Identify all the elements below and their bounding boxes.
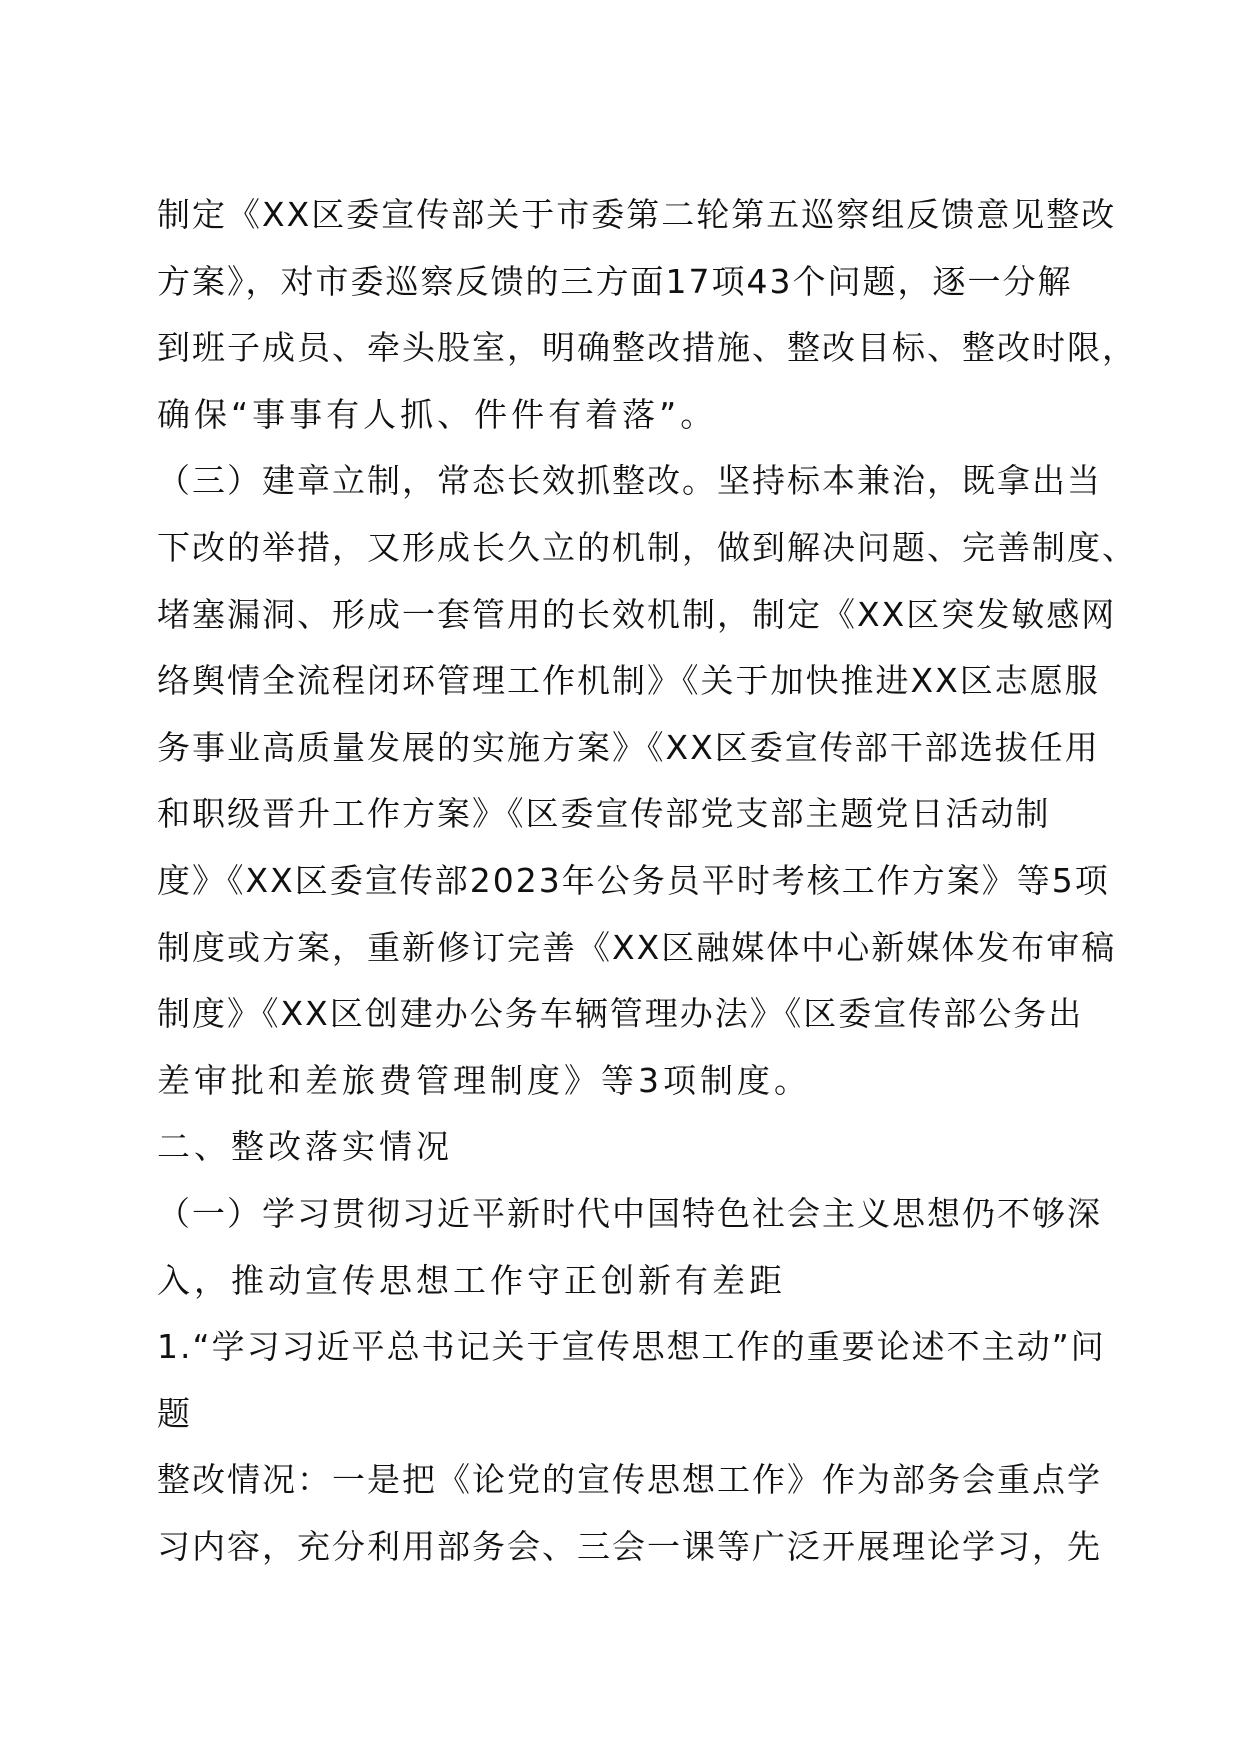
text-line-13: 制度》《XX区创建办公务车辆管理办法》《区委宣传部公务出: [157, 994, 1084, 1034]
text-line-11: 度》《XX区委宣传部2023年公务员平时考核工作方案》等5项: [157, 860, 1110, 900]
section-heading: 二、整改落实情况: [157, 1127, 453, 1167]
text-line-1: 制定《XX区委宣传部关于市委第二轮第五巡察组反馈意见整改: [157, 195, 1117, 234]
text-line-14: 差审批和差旅费管理制度》等3项制度。: [157, 1060, 811, 1100]
text-line-9: 务事业高质量发展的实施方案》《XX区委宣传部干部选拔任用: [157, 727, 1100, 767]
text-line-19: 题: [157, 1393, 194, 1433]
text-line-20: 整改情况：一是把《论党的宣传思想工作》作为部务会重点学: [157, 1460, 1102, 1500]
text-line-6: 下改的举措，又形成长久立的机制，做到解决问题、完善制度、: [157, 527, 1137, 567]
text-line-21: 习内容，充分利用部务会、三会一课等广泛开展理论学习，先: [157, 1526, 1102, 1566]
document-body: [157, 182, 1137, 1580]
text-line-4: 确保“事事有人抓、件件有着落”。: [157, 394, 718, 434]
text-line-17: 入，推动宣传思想工作守正创新有差距: [157, 1260, 786, 1300]
text-line-12: 制度或方案，重新修订完善《XX区融媒体中心新媒体发布审稿: [157, 927, 1117, 967]
text-line-3: 到班子成员、牵头股室，明确整改措施、整改目标、整改时限，: [157, 328, 1137, 368]
text-line-10: 和职级晋升工作方案》《区委宣传部党支部主题党日活动制: [157, 794, 1051, 834]
text-line-2: 方案》，对市委巡察反馈的三方面17项43个问题，逐一分解: [157, 261, 1073, 301]
text-line-18: 1.“学习习近平总书记关于宣传思想工作的重要论述不主动”问: [157, 1327, 1106, 1367]
text-line-8: 络舆情全流程闭环管理工作机制》《关于加快推进XX区志愿服: [157, 661, 1100, 701]
text-line-16: （一）学习贯彻习近平新时代中国特色社会主义思想仍不够深: [157, 1193, 1102, 1233]
text-line-5: （三）建章立制，常态长效抓整改。坚持标本兼治，既拿出当: [157, 461, 1102, 501]
text-line-7: 堵塞漏洞、形成一套管用的长效机制，制定《XX区突发敏感网: [157, 594, 1117, 634]
